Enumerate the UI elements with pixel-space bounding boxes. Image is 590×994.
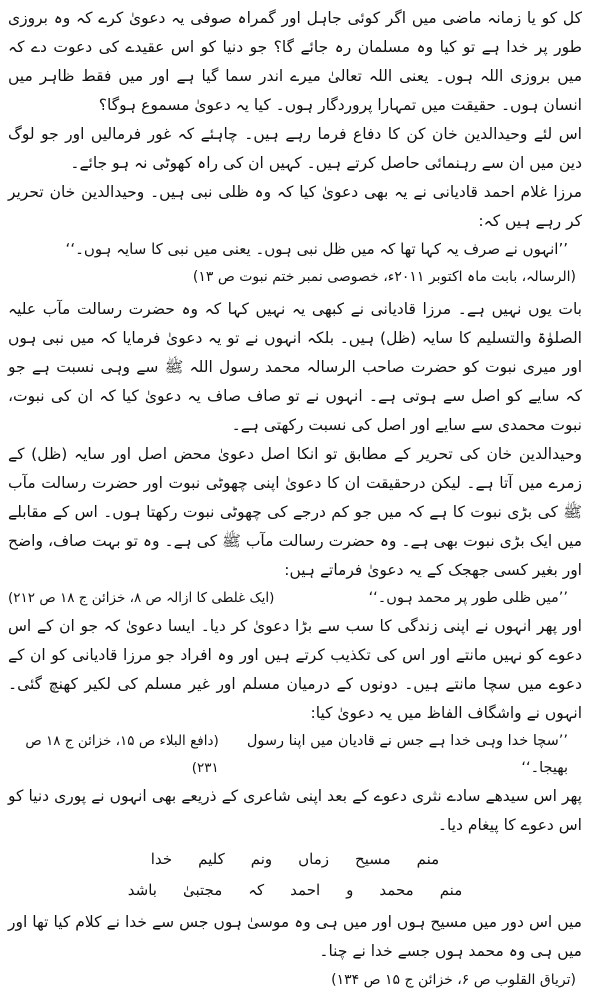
paragraph-3: مرزا غلام احمد قادیانی نے یہ بھی دعویٰ کیا کہ وہ ظلی نبی ہیں۔ وحیدالدین خان تحریر کر رہے ہیں کہ:: [8, 183, 582, 230]
reference-ek-ghalti: (ایک غلطی کا ازالہ ص ۸، خزائن ج ۱۸ ص ۲۱۲): [8, 590, 275, 606]
quote-row-zilli-muhammad: [8, 585, 582, 612]
couplet-word: زماں: [298, 850, 330, 868]
paragraph-8: میں اس دور میں مسیح ہوں اور میں ہی وہ موسیٰ ہوں جس سے خدا نے کلام کیا تھا اور میں ہی وہ محمد ہوں جسے خدا نے چنا۔: [8, 913, 582, 960]
quote-zilli-muhammad: ’’میں ظلی طور پر محمد ہوں۔‘‘: [368, 590, 568, 606]
couplet-word: کلیم: [198, 850, 225, 868]
couplet-word: محمد: [379, 881, 414, 899]
couplet-word: مسیح: [355, 850, 391, 868]
reference-al-risala: (الرسالہ، بابت ماہ اکتوبر ۲۰۱۱ء، خصوصی نمبر ختم نبوت ص ۱۳): [192, 269, 576, 285]
couplet-word: مجتبیٰ: [182, 881, 223, 899]
couplet-word: منم: [416, 850, 440, 868]
couplet-word: احمد: [290, 881, 321, 899]
couplet-word: باشد: [127, 881, 157, 899]
reference-dafi-ul-bala: (دافع البلاء ص ۱۵، خزائن ج ۱۸ ص ۲۳۱): [25, 733, 219, 776]
paragraph-6: اور پھر انہوں نے اپنی زندگی کا سب سے بڑا دعویٰ کر دیا۔ ایسا دعویٰ کہ جو ان کے اس دعوے کو نہیں مانتے اور اس کی تکذیب کرتے ہیں اور وہ افراد جو مرزا قادیانی کو ان کے دعوے میں سچا مانتے ہیں۔ دونوں کے درمیان مسلم اور غیر مسلم کی لکیر کھنچ گئی۔ انہوں نے واشگاف الفاظ میں یہ دعویٰ کیا:: [8, 617, 582, 722]
paragraph-4: بات یوں نہیں ہے۔ مرزا قادیانی نے کبھی یہ نہیں کہا کہ وہ حضرت رسالت مآب علیہ الصلوٰۃ والتسلیم کا سایہ (ظل) ہیں۔ بلکہ انہوں نے تو یہ دعویٰ فرمایا کہ میں نبی ہوں اور میری نبوت کو حضرت صاحب الرسالہ محمد رسول اللہ ﷺ سے وہی نسبت ہے جو کہ سایے کو اصل سے ہوتی ہے۔ انہوں نے تو صاف صاف یہ دعویٰ کیا کہ ان کی نبوت، نبوت محمدی سے سایے اور اصل کی نسبت رکھتی ہے۔: [8, 300, 582, 434]
quote-zill-nabi: ’’انہوں نے صرف یہ کہا تھا کہ میں ظل نبی ہوں۔ یعنی میں نبی کا سایہ ہوں۔‘‘: [65, 240, 568, 258]
couplet-word: منم: [439, 881, 463, 899]
couplet-line-1: [8, 844, 582, 875]
persian-couplet: [8, 844, 582, 906]
paragraph-1: کل کو یا زمانہ ماضی میں اگر کوئی جاہل اور گمراہ صوفی یہ دعویٰ کرے کہ وہ بروزی طور پر خدا ہے تو کیا وہ مسلمان رہ جائے گا؟ جو دنیا کو اس عقیدے کی دعوت دے کہ میں بروزی اللہ ہوں۔ یعنی اللہ تعالیٰ میرے اندر سما گیا ہے اور میں فقط ظاہر میں انسان ہوں۔ حقیقت میں تمہارا پروردگار ہوں۔ کیا یہ دعویٰ مسموع ہوگا؟: [8, 9, 582, 114]
couplet-word: ونم: [250, 850, 273, 868]
couplet-word: و: [346, 881, 354, 899]
couplet-word: کہ: [248, 881, 265, 899]
paragraph-5: وحیدالدین خان کی تحریر کے مطابق تو انکا اصل دعویٰ محض اصل اور سایہ (ظل) کے زمرے میں آتا ہے۔ لیکن درحقیقت ان کا دعویٰ اپنی چھوٹی نبوت اور حضرت رسالت مآب ﷺ کی بڑی نبوت کا ہے کہ میں جو کم درجے کی چھوٹی نبوت رکھتا ہوں۔ اس کے مقابلے میں ایک بڑی نبوت بھی ہے۔ وہ حضرت رسالت مآب ﷺ کی ہے۔ وہ تو بہت صاف، واضح اور بغیر کسی جھجک کے یہ دعویٰ فرماتے ہیں:: [8, 445, 582, 579]
reference-tiryaq-ul-quloob: (تریاق القلوب ص ۶، خزائن ج ۱۵ ص ۱۳۴): [331, 972, 576, 988]
couplet-line-2: [8, 875, 582, 906]
paragraph-7: پھر اس سیدھے سادے نثری دعوے کے بعد اپنی شاعری کے ذریعے بھی انہوں نے پوری دنیا کو اس دعوے کا پیغام دیا۔: [8, 787, 582, 834]
quote-row-sacha-khuda: [8, 728, 582, 782]
quote-sacha-khuda: ’’سچا خدا وہی خدا ہے جس نے قادیان میں اپنا رسول بھیجا۔‘‘: [246, 733, 568, 776]
paragraph-2: اس لئے وحیدالدین خان کن کا دفاع فرما رہے ہیں۔ چاہئے کہ غور فرمالیں اور جو لوگ دین میں ان سے رہنمائی حاصل کرتے ہیں۔ کہیں ان کی راہ کھوٹی نہ ہو جائے۔: [8, 125, 582, 172]
couplet-word: خدا: [150, 850, 173, 868]
